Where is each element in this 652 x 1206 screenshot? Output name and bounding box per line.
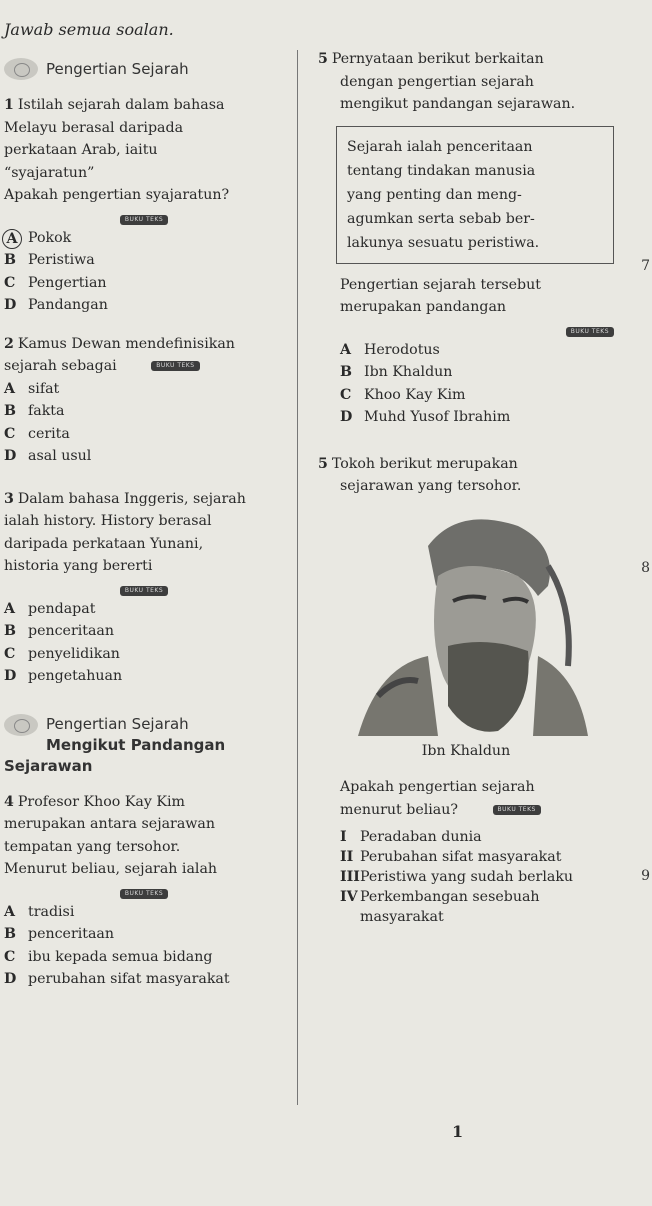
- question-text-line: Pernyataan berikut berkaitan: [331, 51, 544, 67]
- option-letter: C: [4, 425, 16, 442]
- option-a[interactable]: [4, 901, 284, 924]
- question-text-line: menurut beliau?: [340, 801, 459, 818]
- option-letter: C: [4, 645, 16, 662]
- statement-line: lakunya sesuatu peristiwa.: [347, 234, 540, 251]
- question-5b: [318, 453, 614, 928]
- option-letter: A: [4, 380, 16, 397]
- section-badge-icon: [4, 714, 38, 736]
- options-list: [4, 227, 284, 317]
- textbook-tag: BUKU TEKS: [120, 215, 168, 225]
- question-number: 1: [4, 97, 14, 113]
- ibn-khaldun-portrait: [318, 506, 598, 736]
- option-letter: A: [340, 341, 352, 358]
- textbook-tag: BUKU TEKS: [151, 361, 199, 371]
- section-title-2-line: Sejarawan: [4, 756, 93, 775]
- option-text: penceritaan: [28, 926, 115, 942]
- question-text-line: Tokoh berikut merupakan: [331, 455, 518, 472]
- question-5a: [318, 48, 614, 429]
- options-list: [4, 378, 284, 468]
- option-text: asal usul: [28, 448, 92, 464]
- option-c[interactable]: [340, 384, 614, 407]
- options-list: [4, 598, 284, 688]
- question-text-line: “syajaratun”: [4, 164, 95, 181]
- question-text-line: Apakah pengertian sejarah: [340, 779, 535, 795]
- option-text: perubahan sifat masyarakat: [28, 971, 230, 987]
- statement-text: Peristiwa yang sudah berlaku: [360, 869, 574, 885]
- option-c[interactable]: [4, 423, 284, 446]
- option-letter-circled: A: [2, 229, 22, 249]
- option-c[interactable]: [4, 643, 284, 666]
- statement-i: [340, 827, 614, 847]
- statement-iv: [340, 887, 614, 927]
- instruction-text: Jawab semua soalan.: [4, 20, 174, 39]
- question-number: 5: [318, 51, 328, 67]
- statement-line: tentang tindakan manusia: [347, 162, 536, 179]
- statement-line: agumkan serta sebab ber-: [347, 210, 535, 227]
- right-column: [318, 48, 614, 927]
- option-d[interactable]: [340, 406, 614, 429]
- option-letter: C: [340, 386, 352, 403]
- page-number: 1: [452, 1122, 464, 1141]
- option-c[interactable]: [4, 946, 284, 969]
- roman-numeral: IV: [340, 889, 358, 905]
- option-b[interactable]: [4, 620, 284, 643]
- statement-text: Perkembangan sesebuah masyarakat: [360, 889, 540, 925]
- option-text: penyelidikan: [28, 645, 120, 662]
- roman-numeral: II: [340, 849, 354, 865]
- option-letter: D: [4, 668, 17, 684]
- option-letter: A: [4, 903, 16, 920]
- textbook-tag: BUKU TEKS: [120, 889, 168, 899]
- option-letter: C: [4, 274, 16, 291]
- option-letter: D: [4, 971, 17, 987]
- option-letter: D: [4, 448, 17, 464]
- section-title-2-line: Pengertian Sejarah: [46, 714, 189, 733]
- statement-box: [336, 126, 614, 264]
- option-letter: D: [4, 297, 17, 313]
- question-2: [4, 333, 284, 468]
- question-text-line: Kamus Dewan mendefinisikan: [17, 335, 235, 352]
- option-d[interactable]: [4, 294, 284, 317]
- option-b[interactable]: [4, 923, 284, 946]
- statement-text: Peradaban dunia: [360, 829, 482, 845]
- question-text-line: Apakah pengertian syajaratun?: [4, 187, 230, 203]
- option-text: Pengertian: [28, 274, 107, 291]
- option-text: Khoo Kay Kim: [364, 386, 466, 403]
- question-number: 3: [4, 490, 14, 507]
- option-text: Ibn Khaldun: [364, 364, 453, 380]
- option-letter: B: [340, 364, 352, 380]
- statement-ii: [340, 847, 614, 867]
- option-text: Pandangan: [28, 297, 108, 313]
- column-divider: [297, 50, 298, 1105]
- option-a[interactable]: [4, 598, 284, 621]
- option-text: ibu kepada semua bidang: [28, 948, 213, 965]
- option-letter: C: [4, 948, 16, 965]
- option-text: Herodotus: [364, 341, 440, 358]
- option-d[interactable]: [4, 665, 284, 688]
- section-badge-icon: [4, 58, 38, 80]
- question-text-line: Istilah sejarah dalam bahasa: [17, 97, 225, 113]
- option-letter: B: [4, 403, 16, 419]
- textbook-tag: BUKU TEKS: [566, 327, 614, 337]
- question-text-line: Pengertian sejarah tersebut: [340, 276, 541, 293]
- question-text-line: Profesor Khoo Kay Kim: [17, 793, 186, 810]
- left-column: [4, 58, 284, 991]
- question-text-line: tempatan yang tersohor.: [4, 838, 181, 855]
- statement-line: yang penting dan meng-: [347, 186, 522, 203]
- option-letter: D: [340, 409, 353, 425]
- section-title-2-line: Mengikut Pandangan: [46, 735, 226, 754]
- textbook-tag: BUKU TEKS: [120, 586, 168, 596]
- option-b[interactable]: [4, 249, 284, 272]
- question-number: 4: [4, 793, 14, 810]
- question-text-line: mengikut pandangan sejarawan.: [340, 96, 576, 112]
- question-text-line: Dalam bahasa Inggeris, sejarah: [17, 490, 246, 507]
- option-b[interactable]: [4, 400, 284, 423]
- question-1: [4, 94, 284, 317]
- option-d[interactable]: [4, 968, 284, 991]
- option-text: Muhd Yusof Ibrahim: [364, 409, 511, 425]
- option-text: pendapat: [28, 600, 96, 617]
- option-a[interactable]: [4, 227, 284, 250]
- option-text: Pokok: [28, 229, 72, 246]
- question-text-line: dengan pengertian sejarah: [340, 73, 534, 90]
- option-text: sifat: [28, 380, 60, 397]
- option-text: fakta: [28, 403, 65, 419]
- textbook-tag: BUKU TEKS: [493, 805, 541, 815]
- roman-numeral: I: [340, 829, 347, 845]
- margin-mark: 7: [641, 258, 650, 274]
- question-text-line: merupakan antara sejarawan: [4, 816, 216, 832]
- question-text-line: historia yang bererti: [4, 558, 153, 574]
- question-text-line: merupakan pandangan: [340, 299, 507, 315]
- question-4: [4, 791, 284, 991]
- option-letter: A: [4, 600, 16, 617]
- option-a[interactable]: [340, 339, 614, 362]
- options-list: [4, 901, 284, 991]
- option-text: cerita: [28, 425, 70, 442]
- option-d[interactable]: [4, 445, 284, 468]
- question-text-line: daripada perkataan Yunani,: [4, 535, 204, 552]
- option-text: pengetahuan: [28, 668, 123, 684]
- roman-statements-list: [318, 827, 614, 927]
- section-title-1: Pengertian Sejarah: [46, 60, 189, 78]
- option-a[interactable]: [4, 378, 284, 401]
- question-number: 5: [318, 455, 328, 472]
- question-text-line: Melayu berasal daripada: [4, 119, 184, 136]
- option-letter: B: [4, 623, 16, 639]
- question-text-line: perkataan Arab, iaitu: [4, 142, 158, 158]
- portrait-caption: Ibn Khaldun: [421, 742, 511, 759]
- question-3: [4, 488, 284, 688]
- statement-line: Sejarah ialah penceritaan: [347, 138, 533, 155]
- section-heading-2: [4, 714, 284, 777]
- question-text-line: sejarah sebagai: [4, 358, 117, 374]
- option-letter: B: [4, 926, 16, 942]
- question-text-line: sejarawan yang tersohor.: [340, 478, 522, 494]
- question-number: 2: [4, 335, 14, 352]
- option-c[interactable]: [4, 272, 284, 295]
- option-text: Peristiwa: [28, 252, 95, 268]
- option-b[interactable]: [340, 361, 614, 384]
- question-text-line: Menurut beliau, sejarah ialah: [4, 861, 218, 877]
- section-heading-1: [4, 58, 284, 80]
- statement-iii: [340, 867, 614, 887]
- option-letter: B: [4, 252, 16, 268]
- statement-text: Perubahan sifat masyarakat: [360, 849, 562, 865]
- margin-mark: 9: [641, 868, 650, 884]
- option-text: penceritaan: [28, 623, 115, 639]
- margin-mark: 8: [641, 560, 650, 576]
- option-text: tradisi: [28, 903, 75, 920]
- question-text-line: ialah history. History berasal: [4, 513, 212, 529]
- roman-numeral: III: [340, 869, 360, 885]
- options-list: [318, 339, 614, 429]
